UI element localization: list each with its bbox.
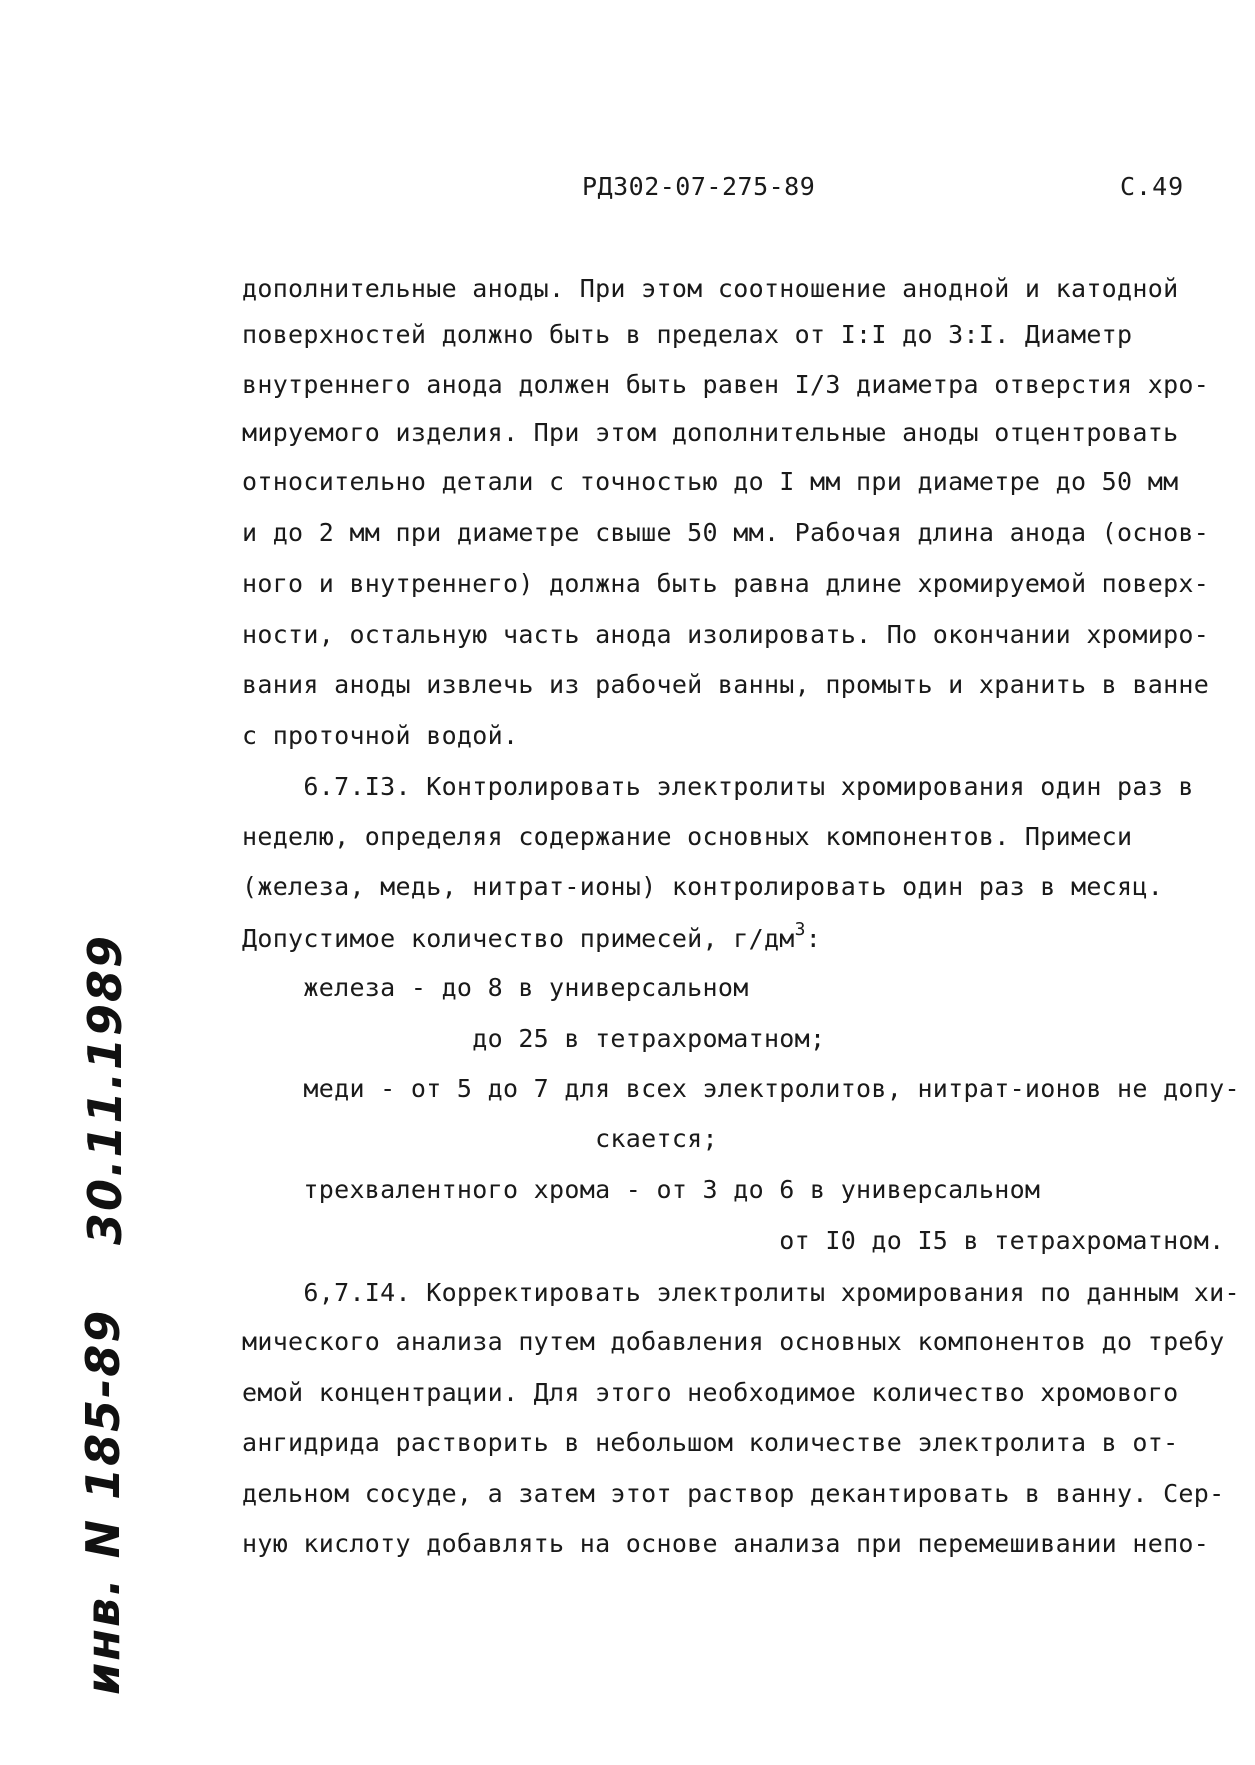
permissible-impurities-text: Допустимое количество примесей, г/дм xyxy=(242,924,795,953)
page-number: С.49 xyxy=(1120,172,1185,201)
body-line: ного и внутреннего) должна быть равна длине хромируемой поверх- xyxy=(242,569,1210,598)
body-line: ангидрида растворить в небольшом количестве электролита в от- xyxy=(242,1428,1179,1457)
limit-trivalent-chromium-universal: трехвалентного хрома - от 3 до 6 в универсальном xyxy=(242,1175,1041,1204)
body-line: дельном сосуде, а затем этот раствор декантировать в ванну. Сер- xyxy=(242,1479,1225,1508)
body-line: (железа, медь, нитрат-ионы) контролировать один раз в месяц. xyxy=(242,872,1164,901)
body-line: дополнительные аноды. При этом соотношение анодной и катодной xyxy=(242,274,1179,303)
body-line: поверхностей должно быть в пределах от I:I до 3:I. Диаметр xyxy=(242,320,1133,349)
date-note-handwritten: 30.11.1989 xyxy=(78,933,132,1245)
body-line: относительно детали с точностью до I мм при диаметре до 50 мм xyxy=(242,467,1179,496)
body-line: с проточной водой. xyxy=(242,721,519,750)
unit-suffix: : xyxy=(805,924,822,953)
body-line: мируемого изделия. При этом дополнительные аноды отцентровать xyxy=(242,418,1179,447)
document-number: РД302-07-275-89 xyxy=(582,172,816,201)
body-line: и до 2 мм при диаметре свыше 50 мм. Рабочая длина анода (основ- xyxy=(242,518,1210,547)
limit-copper-continuation: скается; xyxy=(242,1124,718,1153)
body-line: мического анализа путем добавления основных компонентов до требу xyxy=(242,1327,1225,1356)
paragraph-6-7-13-start: 6.7.I3. Контролировать электролиты хромирования один раз в xyxy=(242,772,1194,801)
inventory-note-handwritten: инв. N 185-89 xyxy=(76,1308,130,1695)
unit-superscript: 3 xyxy=(794,919,806,940)
body-line: неделю, определяя содержание основных компонентов. Примеси xyxy=(242,822,1133,851)
body-line: вания аноды извлечь из рабочей ванны, промыть и хранить в ванне xyxy=(242,670,1210,699)
limit-copper: меди - от 5 до 7 для всех электролитов, нитрат-ионов не допу- xyxy=(242,1074,1240,1103)
limit-iron-universal: железа - до 8 в универсальном xyxy=(242,973,749,1002)
permissible-impurities-line xyxy=(242,919,822,957)
body-line: внутреннего анода должен быть равен I/3 диаметра отверстия хро- xyxy=(242,370,1210,399)
paragraph-6-7-14-start: 6,7.I4. Корректировать электролиты хромирования по данным хи- xyxy=(242,1278,1240,1307)
body-line: ную кислоту добавлять на основе анализа при перемешивании непо- xyxy=(242,1529,1210,1558)
limit-trivalent-chromium-tetrachromate: от I0 до I5 в тетрахроматном. xyxy=(242,1226,1225,1255)
body-line: емой концентрации. Для этого необходимое количество хромового xyxy=(242,1378,1179,1407)
limit-iron-tetrachromate: до 25 в тетрахроматном; xyxy=(242,1024,826,1053)
body-line: ности, остальную часть анода изолировать. По окончании хромиро- xyxy=(242,620,1210,649)
